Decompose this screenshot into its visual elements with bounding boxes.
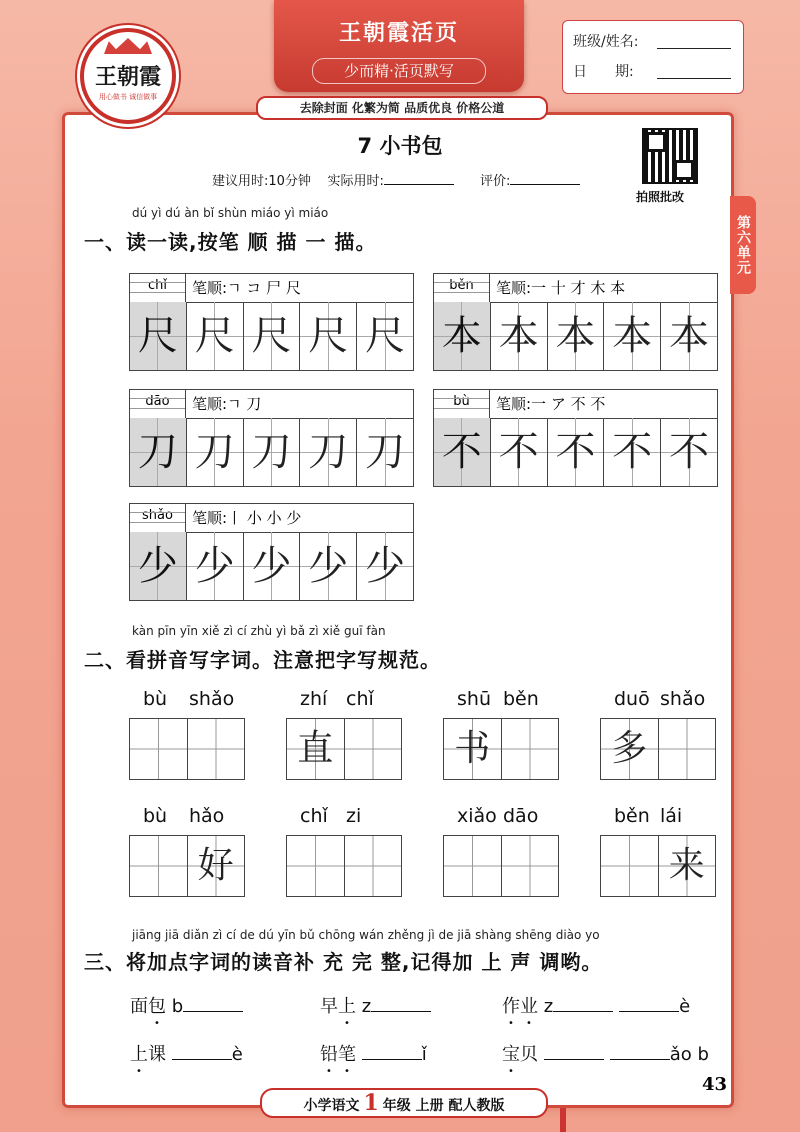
answer-blank[interactable] <box>362 1045 422 1060</box>
tracing-cell[interactable]: 本 <box>604 302 661 370</box>
fill-item <box>130 1040 243 1066</box>
writing-cell[interactable]: 书 <box>444 719 502 779</box>
word-pinyin-2: shǎo <box>660 688 706 710</box>
word-char: 宝 <box>502 1044 520 1065</box>
section1-pinyin: dú yì dú àn bǐ shùn miáo yì miáo <box>132 206 329 220</box>
tracing-cell[interactable]: 不 <box>661 418 717 486</box>
word-char: 上 <box>130 1044 148 1065</box>
writing-grid <box>600 835 716 897</box>
word-pinyin-2: hǎo <box>189 805 225 827</box>
word-pinyin-1: bù <box>143 805 168 827</box>
writing-cell[interactable] <box>188 719 245 779</box>
unit-side-tab: 第六单元 <box>730 196 756 294</box>
fill-item <box>502 1040 709 1066</box>
writing-cell[interactable] <box>601 836 659 896</box>
tracing-cell[interactable]: 尺 <box>244 302 301 370</box>
answer-blank[interactable] <box>553 997 613 1012</box>
answer-blank[interactable] <box>183 997 243 1012</box>
word-pinyin-1: bù <box>143 688 168 710</box>
actual-time-blank[interactable] <box>384 172 454 185</box>
answer-blank[interactable] <box>544 1045 604 1060</box>
word-pinyin-1: shū <box>457 688 491 710</box>
writing-grid <box>443 835 559 897</box>
footer-edition: 年级 上册 配人教版 <box>382 1098 505 1114</box>
answer-blank[interactable] <box>610 1045 670 1060</box>
qr-label: 拍照批改 <box>636 190 685 204</box>
writing-cell[interactable] <box>130 836 188 896</box>
word-char: 铅 <box>320 1044 338 1065</box>
word-char: 笔 <box>338 1044 356 1065</box>
tracing-box <box>129 389 414 487</box>
tracing-box <box>433 389 718 487</box>
tracing-box <box>129 273 414 371</box>
tracing-cell[interactable]: 刀 <box>187 418 244 486</box>
rating-blank[interactable] <box>510 172 580 185</box>
fill-item <box>130 992 243 1018</box>
tracing-cell[interactable]: 刀 <box>244 418 301 486</box>
qr-code-icon[interactable] <box>642 128 698 184</box>
writing-cell[interactable] <box>345 719 402 779</box>
tracing-pinyin: bù <box>434 390 490 418</box>
writing-cell[interactable] <box>502 836 559 896</box>
stroke-order: 笔顺:丨 小 小 少 <box>192 509 302 527</box>
writing-cell[interactable]: 多 <box>601 719 659 779</box>
word-pinyin-2: lái <box>660 805 683 827</box>
class-name-blank[interactable] <box>657 48 731 49</box>
tracing-header <box>130 504 413 533</box>
section1-heading: 一、读一读,按笔 顺 描 一 描。 <box>84 230 377 254</box>
writing-grid <box>600 718 716 780</box>
footer-subject: 小学语文 <box>303 1098 360 1114</box>
tracing-cell[interactable]: 本 <box>548 302 605 370</box>
stroke-order: 笔顺:一 ア 不 不 <box>496 395 606 413</box>
writing-cell[interactable]: 好 <box>188 836 245 896</box>
pinyin-prefix: z <box>538 996 554 1017</box>
word-pinyin-1: zhí <box>300 688 328 710</box>
suggested-time: 建议用时:10分钟 <box>212 174 311 189</box>
pinyin-suffix: ǎo b <box>669 1044 709 1065</box>
class-name-label: 班级/姓名: <box>573 34 639 50</box>
banner-subtitle: 少而精·活页默写 <box>312 58 486 84</box>
pinyin-prefix: b <box>166 996 184 1017</box>
footer-bar <box>260 1088 548 1118</box>
pinyin-suffix: è <box>231 1044 243 1065</box>
logo-name: 王朝霞 <box>94 64 161 90</box>
stroke-order: 笔顺:ㄱ コ 尸 尺 <box>192 279 301 297</box>
answer-blank[interactable] <box>371 997 431 1012</box>
section3-heading: 三、将加点字词的读音补 充 完 整,记得加 上 声 调哟。 <box>84 950 603 974</box>
tracing-cell[interactable]: 不 <box>434 418 491 486</box>
tracing-box <box>433 273 718 371</box>
crown-icon <box>104 38 152 54</box>
tracing-cell[interactable]: 少 <box>357 532 413 600</box>
writing-cell[interactable] <box>130 719 188 779</box>
word-char: 业 <box>520 996 538 1017</box>
writing-cell[interactable]: 来 <box>659 836 716 896</box>
brand-logo <box>80 28 176 124</box>
tracing-cell[interactable]: 刀 <box>300 418 357 486</box>
writing-grid <box>286 835 402 897</box>
date-row[interactable] <box>573 61 733 83</box>
section3-pinyin: jiāng jiā diǎn zì cí de dú yīn bǔ chōng wán zhěng jì de jiā shàng shēng diào yo <box>132 928 600 942</box>
section2-pinyin: kàn pīn yīn xiě zì cí zhù yì bǎ zì xiě guī fàn <box>132 624 386 638</box>
page-number: 43 <box>702 1074 728 1095</box>
writing-cell[interactable] <box>444 836 502 896</box>
tracing-cell[interactable]: 本 <box>434 302 491 370</box>
binding-strip <box>560 1108 566 1132</box>
pinyin-suffix: è <box>679 996 691 1017</box>
word-char: 早 <box>320 996 338 1017</box>
lesson-title: 7 小书包 <box>357 134 443 158</box>
tracing-cell[interactable]: 尺 <box>187 302 244 370</box>
word-pinyin-2: dāo <box>503 805 539 827</box>
tracing-cell[interactable]: 少 <box>244 532 301 600</box>
writing-cell[interactable] <box>345 836 402 896</box>
word-char: 作 <box>502 996 520 1017</box>
stroke-order: 笔顺:ㄱ 刀 <box>192 395 262 413</box>
class-name-row[interactable] <box>573 31 733 53</box>
student-info-box <box>562 20 744 94</box>
tracing-cell[interactable]: 少 <box>130 532 187 600</box>
word-pinyin-2: chǐ <box>346 688 374 710</box>
writing-grid <box>129 835 245 897</box>
rating-label: 评价: <box>480 174 511 189</box>
section2-heading: 二、看拼音写字词。注意把字写规范。 <box>84 648 441 672</box>
writing-cell[interactable] <box>659 719 716 779</box>
tracing-cell[interactable]: 尺 <box>300 302 357 370</box>
word-char: 课 <box>148 1044 166 1065</box>
word-pinyin-1: běn <box>614 805 650 827</box>
word-char: 贝 <box>520 1044 538 1065</box>
header-banner <box>274 0 524 92</box>
banner-title: 王朝霞活页 <box>338 20 459 46</box>
tracing-pinyin: běn <box>434 274 490 302</box>
tracing-cell[interactable]: 不 <box>491 418 548 486</box>
tracing-header <box>434 274 717 303</box>
tracing-cell[interactable]: 尺 <box>357 302 413 370</box>
time-meta <box>212 170 602 189</box>
actual-time-label: 实际用时: <box>327 174 384 189</box>
word-pinyin-2: běn <box>503 688 539 710</box>
word-pinyin-2: shǎo <box>189 688 235 710</box>
word-char: 包 <box>148 996 166 1017</box>
writing-grid <box>443 718 559 780</box>
date-blank[interactable] <box>657 78 731 79</box>
slogan-bar: 去除封面 化繁为简 品质优良 价格公道 <box>256 96 548 120</box>
tracing-header <box>130 274 413 303</box>
writing-cell[interactable] <box>502 719 559 779</box>
writing-grid <box>286 718 402 780</box>
writing-cell[interactable] <box>287 836 345 896</box>
tracing-cell[interactable]: 本 <box>491 302 548 370</box>
word-pinyin-1: duō <box>614 688 650 710</box>
word-pinyin-2: zi <box>346 805 362 827</box>
footer-grade: 1 <box>363 1090 379 1116</box>
word-pinyin-1: chǐ <box>300 805 328 827</box>
fill-item <box>320 1040 427 1066</box>
tracing-cell[interactable]: 少 <box>187 532 244 600</box>
tracing-cell[interactable]: 少 <box>300 532 357 600</box>
word-char: 面 <box>130 996 148 1017</box>
stroke-order: 笔顺:一 十 才 木 本 <box>496 279 626 297</box>
tracing-pinyin: dāo <box>130 390 186 418</box>
date-label: 日 期: <box>573 64 634 80</box>
fill-item <box>320 992 431 1018</box>
tracing-cell[interactable]: 刀 <box>130 418 187 486</box>
answer-blank[interactable] <box>619 997 679 1012</box>
pinyin-suffix: ǐ <box>421 1044 427 1065</box>
tracing-header <box>130 390 413 419</box>
logo-tagline: 用心做书 诚信做事 <box>98 93 158 101</box>
tracing-cell[interactable]: 尺 <box>130 302 187 370</box>
writing-cell[interactable]: 直 <box>287 719 345 779</box>
pinyin-prefix: z <box>356 996 372 1017</box>
tracing-pinyin: chǐ <box>130 274 186 302</box>
writing-grid <box>129 718 245 780</box>
tracing-pinyin: shǎo <box>130 504 186 532</box>
tracing-cell[interactable]: 刀 <box>357 418 413 486</box>
answer-blank[interactable] <box>172 1045 232 1060</box>
fill-item <box>502 992 690 1018</box>
tracing-cell[interactable]: 不 <box>548 418 605 486</box>
word-pinyin-1: xiǎo <box>457 805 497 827</box>
tracing-cell[interactable]: 不 <box>604 418 661 486</box>
tracing-cell[interactable]: 本 <box>661 302 717 370</box>
word-char: 上 <box>338 996 356 1017</box>
tracing-header <box>434 390 717 419</box>
tracing-box <box>129 503 414 601</box>
